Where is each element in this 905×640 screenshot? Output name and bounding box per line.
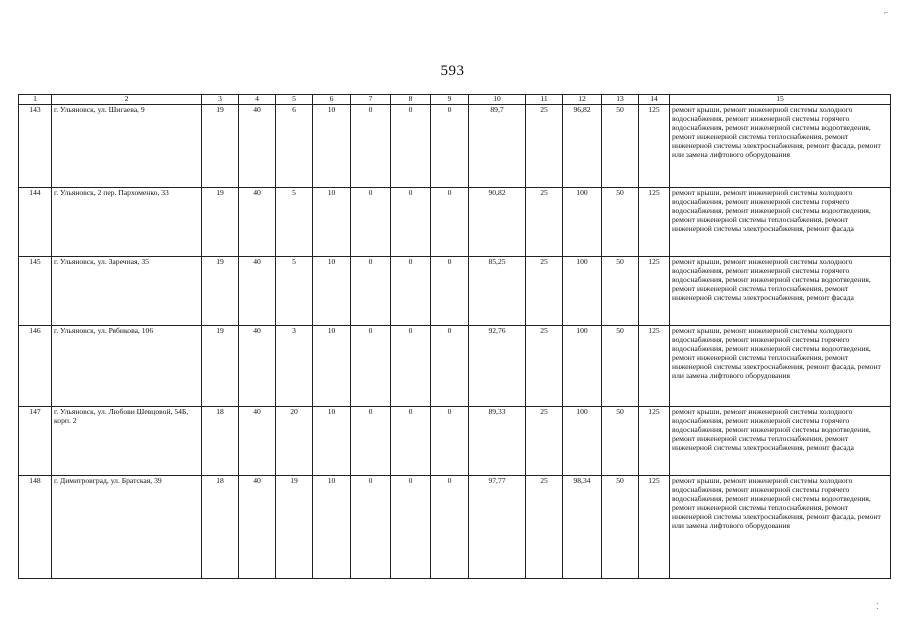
- table-cell: 25: [526, 187, 563, 256]
- row-number: 143: [19, 104, 52, 187]
- table-cell: 89,33: [469, 406, 526, 475]
- table-row: [19, 475, 891, 578]
- address-cell: г. Ульяновск, ул. Любови Шевцовой, 54Б, корп. 2: [52, 406, 202, 475]
- page-number: 593: [440, 63, 465, 79]
- table-cell: 96,82: [563, 104, 602, 187]
- column-header: 11: [526, 95, 563, 105]
- table-row: [19, 406, 891, 475]
- table-cell: 40: [239, 256, 276, 325]
- table-cell: 98,34: [563, 475, 602, 578]
- row-number: 146: [19, 325, 52, 406]
- table-cell: 5: [276, 187, 313, 256]
- table-cell: 0: [351, 406, 391, 475]
- column-header: 1: [19, 95, 52, 105]
- table-cell: 50: [602, 325, 639, 406]
- table-row: [19, 104, 891, 187]
- column-header: 2: [52, 95, 202, 105]
- table-cell: 50: [602, 187, 639, 256]
- table-cell: 100: [563, 406, 602, 475]
- table-cell: 25: [526, 256, 563, 325]
- address-cell: г. Ульяновск, ул. Шигаева, 9: [52, 104, 202, 187]
- table-cell: 18: [202, 406, 239, 475]
- table-cell: 40: [239, 325, 276, 406]
- works-cell: ремонт крыши, ремонт инженерной системы холодного водоснабжения, ремонт инженерной системы горячего водоснабжения, ремонт инженерной системы водоотведения, ремонт инженерной системы теплоснабжения, ремонт инженерной системы электроснабжения, ремонт фасада: [670, 187, 891, 256]
- table-cell: 10: [313, 256, 351, 325]
- table-cell: 10: [313, 406, 351, 475]
- table-cell: 85,25: [469, 256, 526, 325]
- works-cell: ремонт крыши, ремонт инженерной системы холодного водоснабжения, ремонт инженерной системы горячего водоснабжения, ремонт инженерной системы водоотведения, ремонт инженерной системы теплоснабжения, ремонт инженерной системы электроснабжения, ремонт фасада, ремонт или замена лифтового оборудования: [670, 325, 891, 406]
- row-number: 144: [19, 187, 52, 256]
- table-cell: 0: [431, 325, 469, 406]
- works-cell: ремонт крыши, ремонт инженерной системы холодного водоснабжения, ремонт инженерной системы горячего водоснабжения, ремонт инженерной системы водоотведения, ремонт инженерной системы теплоснабжения, ремонт инженерной системы электроснабжения, ремонт фасада: [670, 256, 891, 325]
- address-cell: г. Ульяновск, ул. Рябикова, 106: [52, 325, 202, 406]
- row-number: 148: [19, 475, 52, 578]
- row-number: 145: [19, 256, 52, 325]
- row-number: 147: [19, 406, 52, 475]
- table-cell: 0: [431, 187, 469, 256]
- column-header: 7: [351, 95, 391, 105]
- table-cell: 50: [602, 104, 639, 187]
- address-cell: г. Ульяновск, 2 пер. Пархоменко, 33: [52, 187, 202, 256]
- table-cell: 25: [526, 325, 563, 406]
- table-cell: 19: [202, 104, 239, 187]
- column-header: 13: [602, 95, 639, 105]
- table-cell: 0: [391, 325, 431, 406]
- table-cell: 50: [602, 256, 639, 325]
- table-cell: 19: [202, 256, 239, 325]
- table-cell: 0: [351, 475, 391, 578]
- column-header: 14: [639, 95, 670, 105]
- table-cell: 10: [313, 325, 351, 406]
- table-cell: 40: [239, 187, 276, 256]
- table-cell: 50: [602, 406, 639, 475]
- table-cell: 90,82: [469, 187, 526, 256]
- table-cell: 0: [351, 187, 391, 256]
- table-cell: 100: [563, 256, 602, 325]
- table-cell: 125: [639, 187, 670, 256]
- column-header: 3: [202, 95, 239, 105]
- table-cell: 18: [202, 475, 239, 578]
- works-cell: ремонт крыши, ремонт инженерной системы холодного водоснабжения, ремонт инженерной системы горячего водоснабжения, ремонт инженерной системы водоотведения, ремонт инженерной системы теплоснабжения, ремонт инженерной системы электроснабжения, ремонт фасада: [670, 406, 891, 475]
- works-cell: ремонт крыши, ремонт инженерной системы холодного водоснабжения, ремонт инженерной системы горячего водоснабжения, ремонт инженерной системы водоотведения, ремонт инженерной системы теплоснабжения, ремонт инженерной системы электроснабжения, ремонт фасада, ремонт или замена лифтового оборудования: [670, 104, 891, 187]
- table-cell: 0: [431, 256, 469, 325]
- table-cell: 25: [526, 406, 563, 475]
- table-cell: 0: [391, 187, 431, 256]
- table-cell: 19: [202, 325, 239, 406]
- header-row: [19, 95, 891, 105]
- table-cell: 125: [639, 406, 670, 475]
- table-cell: 3: [276, 325, 313, 406]
- table-cell: 25: [526, 104, 563, 187]
- table-cell: 89,7: [469, 104, 526, 187]
- table-row: [19, 325, 891, 406]
- column-header: 8: [391, 95, 431, 105]
- column-header: 15: [670, 95, 891, 105]
- table-cell: 50: [602, 475, 639, 578]
- table-cell: 125: [639, 256, 670, 325]
- table-cell: 0: [431, 475, 469, 578]
- table-cell: 0: [351, 325, 391, 406]
- table-cell: 10: [313, 104, 351, 187]
- table-cell: 19: [202, 187, 239, 256]
- data-table: [18, 94, 891, 579]
- works-cell: ремонт крыши, ремонт инженерной системы холодного водоснабжения, ремонт инженерной системы горячего водоснабжения, ремонт инженерной системы водоотведения, ремонт инженерной системы теплоснабжения, ремонт инженерной системы электроснабжения, ремонт фасада, ремонт или замена лифтового оборудования: [670, 475, 891, 578]
- table-cell: 0: [391, 475, 431, 578]
- column-header: 5: [276, 95, 313, 105]
- table-cell: 0: [351, 256, 391, 325]
- table-cell: 5: [276, 256, 313, 325]
- table-cell: 0: [431, 104, 469, 187]
- table-cell: 40: [239, 406, 276, 475]
- table-cell: 6: [276, 104, 313, 187]
- table-row: [19, 187, 891, 256]
- address-cell: г. Димитровград, ул. Братская, 39: [52, 475, 202, 578]
- column-header: 4: [239, 95, 276, 105]
- table-cell: 0: [431, 406, 469, 475]
- scan-mark-top-right: ⌐: [884, 8, 889, 17]
- table-cell: 100: [563, 187, 602, 256]
- table-cell: 100: [563, 325, 602, 406]
- table-row: [19, 256, 891, 325]
- table-cell: 10: [313, 187, 351, 256]
- table-cell: 97,77: [469, 475, 526, 578]
- column-header: 10: [469, 95, 526, 105]
- table-cell: 0: [391, 256, 431, 325]
- table-cell: 40: [239, 104, 276, 187]
- table-cell: 10: [313, 475, 351, 578]
- table-cell: 25: [526, 475, 563, 578]
- scan-mark-bottom-right: ⁚: [876, 602, 879, 611]
- table-cell: 19: [276, 475, 313, 578]
- column-header: 6: [313, 95, 351, 105]
- address-cell: г. Ульяновск, ул. Заречная, 35: [52, 256, 202, 325]
- column-header: 9: [431, 95, 469, 105]
- table-cell: 125: [639, 475, 670, 578]
- table-cell: 125: [639, 104, 670, 187]
- table-cell: 92,76: [469, 325, 526, 406]
- table-cell: 125: [639, 325, 670, 406]
- table-cell: 40: [239, 475, 276, 578]
- table-cell: 0: [391, 406, 431, 475]
- table-cell: 20: [276, 406, 313, 475]
- table-cell: 0: [351, 104, 391, 187]
- column-header: 12: [563, 95, 602, 105]
- table-cell: 0: [391, 104, 431, 187]
